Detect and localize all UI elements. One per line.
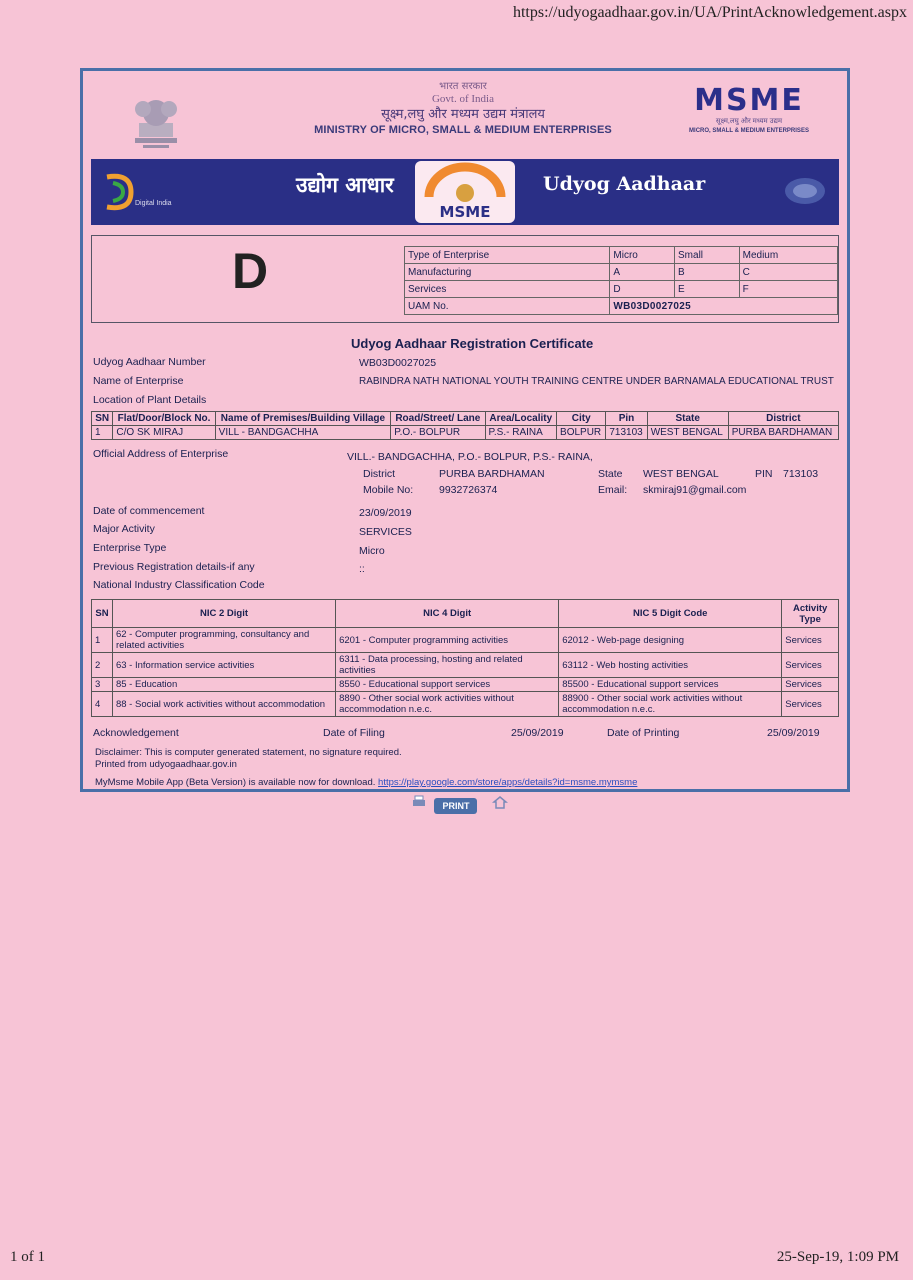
msme-logo bbox=[669, 85, 829, 136]
aadhaar-number-label: Udyog Aadhaar Number bbox=[93, 356, 206, 368]
enterprise-type-value: Micro bbox=[359, 545, 385, 557]
app-download-link[interactable]: https://play.google.com/store/apps/details?id=msme.mymsme bbox=[378, 777, 638, 788]
table-cell: P.S.- RAINA bbox=[485, 426, 557, 440]
govt-hindi: भारत सरकार bbox=[439, 81, 487, 92]
table-cell: PURBA BARDHAMAN bbox=[728, 426, 838, 440]
table-cell: F bbox=[739, 281, 837, 298]
app-notice-text: MyMsme Mobile App (Beta Version) is available now for download. bbox=[95, 777, 376, 788]
ministry-english: MINISTRY OF MICRO, SMALL & MEDIUM ENTERPRISES bbox=[314, 124, 612, 136]
table-cell: Medium bbox=[739, 247, 837, 264]
print-button[interactable]: PRINT bbox=[434, 798, 477, 814]
table-cell: BOLPUR bbox=[557, 426, 606, 440]
table-cell: Services bbox=[782, 692, 839, 717]
table-header: State bbox=[647, 412, 728, 426]
table-header: SN bbox=[92, 412, 113, 426]
ua-logo-msme: MSME bbox=[439, 203, 491, 221]
table-cell: 63 - Information service activities bbox=[112, 653, 335, 678]
table-header: NIC 5 Digit Code bbox=[559, 600, 782, 628]
table-cell: P.O.- BOLPUR bbox=[391, 426, 485, 440]
enterprise-info-box bbox=[91, 235, 839, 323]
table-cell: 88 - Social work activities without accommodation bbox=[112, 692, 335, 717]
table-cell: Services bbox=[782, 628, 839, 653]
table-cell: VILL - BANDGACHHA bbox=[215, 426, 391, 440]
enterprise-name-value: RABINDRA NATH NATIONAL YOUTH TRAINING CENTRE UNDER BARNAMALA EDUCATIONAL TRUST bbox=[359, 376, 834, 387]
table-row bbox=[92, 600, 839, 628]
digital-india-icon bbox=[101, 169, 181, 215]
print-toolbar bbox=[412, 795, 508, 815]
table-cell: 62012 - Web-page designing bbox=[559, 628, 782, 653]
table-cell: Manufacturing bbox=[405, 264, 610, 281]
acknowledgement-label: Acknowledgement bbox=[93, 727, 179, 739]
table-row bbox=[405, 247, 838, 264]
certificate-frame bbox=[80, 68, 850, 792]
mobile-label: Mobile No: bbox=[363, 484, 414, 496]
table-row bbox=[92, 678, 839, 692]
enterprise-name-label: Name of Enterprise bbox=[93, 375, 184, 387]
seal-icon bbox=[781, 173, 829, 209]
table-row bbox=[405, 298, 838, 315]
disclaimer-line: Disclaimer: This is computer generated statement, no signature required. bbox=[95, 747, 402, 758]
state-label: State bbox=[598, 468, 623, 480]
uam-label: UAM No. bbox=[405, 298, 610, 315]
page-number: 1 of 1 bbox=[10, 1249, 45, 1265]
printer-icon bbox=[412, 795, 426, 809]
table-cell: C/O SK MIRAJ bbox=[113, 426, 215, 440]
printing-date-value: 25/09/2019 bbox=[767, 727, 820, 739]
nic-label: National Industry Classification Code bbox=[93, 579, 265, 591]
mobile-value: 9932726374 bbox=[439, 484, 498, 496]
print-timestamp: 25-Sep-19, 1:09 PM bbox=[776, 1249, 899, 1265]
email-label: Email: bbox=[598, 484, 628, 496]
table-header: City bbox=[557, 412, 606, 426]
plant-location-label: Location of Plant Details bbox=[93, 394, 207, 406]
table-cell: 88900 - Other social work activities without accommodation n.e.c. bbox=[559, 692, 782, 717]
commencement-label: Date of commencement bbox=[93, 505, 205, 517]
table-cell: 4 bbox=[92, 692, 113, 717]
major-activity-label: Major Activity bbox=[93, 523, 155, 535]
table-cell: Services bbox=[405, 281, 610, 298]
table-cell: Micro bbox=[610, 247, 675, 264]
table-header: Name of Premises/Building Village bbox=[215, 412, 391, 426]
table-row bbox=[405, 281, 838, 298]
table-row bbox=[92, 692, 839, 717]
enterprise-type-label: Enterprise Type bbox=[93, 542, 167, 554]
uam-number: WB03D0027025 bbox=[610, 298, 838, 315]
commencement-value: 23/09/2019 bbox=[359, 507, 412, 519]
msme-logo-text: MSME bbox=[694, 83, 804, 118]
udyog-banner bbox=[91, 159, 839, 225]
aadhaar-number-value: WB03D0027025 bbox=[359, 357, 437, 369]
table-header: Pin bbox=[606, 412, 647, 426]
table-cell: 85 - Education bbox=[112, 678, 335, 692]
printed-from-line: Printed from udyogaadhaar.gov.in bbox=[95, 759, 237, 770]
state-value: WEST BENGAL bbox=[643, 468, 719, 480]
enterprise-type-table bbox=[404, 246, 838, 315]
filing-date-label: Date of Filing bbox=[323, 727, 385, 739]
pin-label: PIN bbox=[755, 468, 773, 480]
district-value: PURBA BARDHAMAN bbox=[439, 468, 545, 480]
udyog-aadhaar-logo bbox=[415, 161, 515, 223]
home-icon[interactable] bbox=[492, 795, 508, 809]
table-cell: WEST BENGAL bbox=[647, 426, 728, 440]
certificate-title: Udyog Aadhaar Registration Certificate bbox=[351, 336, 594, 351]
district-label: District bbox=[363, 468, 396, 480]
table-header: Flat/Door/Block No. bbox=[113, 412, 215, 426]
printing-date-label: Date of Printing bbox=[607, 727, 680, 739]
table-row bbox=[92, 412, 839, 426]
app-notice bbox=[95, 777, 637, 788]
filing-date-value: 25/09/2019 bbox=[511, 727, 564, 739]
category-letter: D bbox=[232, 243, 269, 299]
table-cell: 63112 - Web hosting activities bbox=[559, 653, 782, 678]
major-activity-value: SERVICES bbox=[359, 526, 412, 538]
table-row bbox=[92, 628, 839, 653]
plant-details-table bbox=[91, 411, 839, 440]
table-cell: D bbox=[610, 281, 675, 298]
table-cell: 1 bbox=[92, 628, 113, 653]
pin-value: 713103 bbox=[783, 468, 819, 480]
table-row bbox=[92, 653, 839, 678]
table-header: NIC 4 Digit bbox=[336, 600, 559, 628]
table-row bbox=[92, 426, 839, 440]
table-cell: 713103 bbox=[606, 426, 647, 440]
table-cell: 62 - Computer programming, consultancy and related activities bbox=[112, 628, 335, 653]
table-row bbox=[405, 264, 838, 281]
msme-hindi: सूक्ष्म,लघु और मध्यम उद्यम bbox=[715, 118, 783, 125]
udyog-hindi-title: उद्योग आधार bbox=[296, 172, 394, 197]
email-value: skmiraj91@gmail.com bbox=[643, 484, 747, 496]
table-cell: 6201 - Computer programming activities bbox=[336, 628, 559, 653]
table-cell: A bbox=[610, 264, 675, 281]
page-url: https://udyogaadhaar.gov.in/UA/PrintAcknowledgement.aspx bbox=[512, 4, 907, 21]
table-cell: 3 bbox=[92, 678, 113, 692]
table-cell: 8550 - Educational support services bbox=[336, 678, 559, 692]
udyog-english-title: Udyog Aadhaar bbox=[543, 173, 706, 195]
table-cell: C bbox=[739, 264, 837, 281]
ministry-hindi: सूक्ष्म,लघु और मध्यम उद्यम मंत्रालय bbox=[381, 107, 545, 122]
header bbox=[83, 71, 847, 161]
table-cell: E bbox=[675, 281, 740, 298]
table-header: NIC 2 Digit bbox=[112, 600, 335, 628]
previous-registration-value: :: bbox=[359, 563, 365, 575]
ashoka-emblem-icon bbox=[121, 83, 191, 153]
table-cell: 6311 - Data processing, hosting and related activities bbox=[336, 653, 559, 678]
table-header: SN bbox=[92, 600, 113, 628]
previous-registration-label: Previous Registration details-if any bbox=[93, 561, 255, 573]
digital-india-label: Digital India bbox=[135, 200, 172, 207]
official-address-value: VILL.- BANDGACHHA, P.O.- BOLPUR, P.S.- RAINA, bbox=[347, 451, 593, 463]
table-cell: 2 bbox=[92, 653, 113, 678]
table-cell: Services bbox=[782, 678, 839, 692]
table-header: District bbox=[728, 412, 838, 426]
table-cell: Services bbox=[782, 653, 839, 678]
table-header: Activity Type bbox=[782, 600, 839, 628]
table-header: Area/Locality bbox=[485, 412, 557, 426]
table-cell: B bbox=[675, 264, 740, 281]
table-header: Road/Street/ Lane bbox=[391, 412, 485, 426]
official-address-label: Official Address of Enterprise bbox=[93, 448, 229, 460]
msme-english: MICRO, SMALL & MEDIUM ENTERPRISES bbox=[689, 128, 809, 134]
table-cell: Small bbox=[675, 247, 740, 264]
table-cell: 8890 - Other social work activities without accommodation n.e.c. bbox=[336, 692, 559, 717]
header-titles bbox=[283, 81, 643, 137]
table-cell: 85500 - Educational support services bbox=[559, 678, 782, 692]
nic-table bbox=[91, 599, 839, 717]
govt-english: Govt. of India bbox=[431, 93, 494, 105]
table-cell: 1 bbox=[92, 426, 113, 440]
table-cell: Type of Enterprise bbox=[405, 247, 610, 264]
